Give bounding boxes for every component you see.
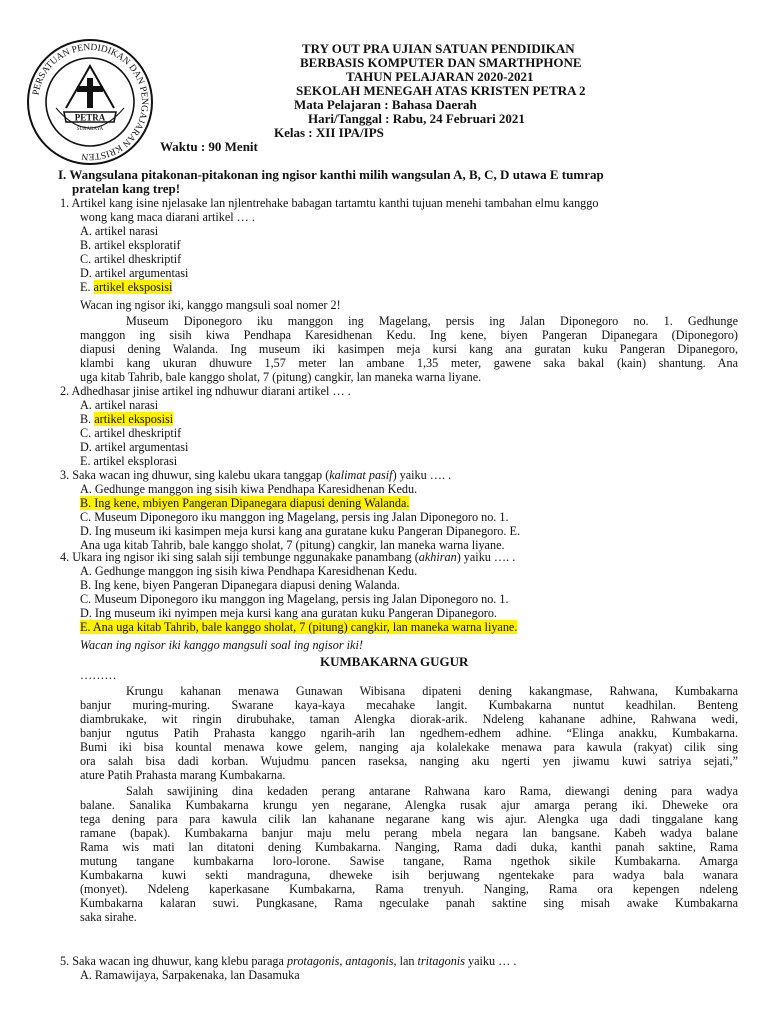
q5-stem xyxy=(60,954,516,968)
p2-line-1: Salah sawijining dina kedaden perang antarane Rahwana karo Rama, diewangi dening para wadya xyxy=(126,784,738,798)
q4-option-c[interactable]: C. Museum Diponegoro iku manggon ing Magelang, persis ing Jalan Diponegoro no. 1. xyxy=(80,592,509,606)
q3-option-b[interactable] xyxy=(80,496,409,510)
passage1-line-5: uga kitab Tahrib, bale kanggo sholat, 7 (pitung) cangkir, lan maneka warna liyane. xyxy=(80,370,482,384)
q4-stem-pre: 4. Ukara ing ngisor iki sing salah siji tembunge nggunakake panambang ( xyxy=(60,550,419,564)
q1-option-e-prefix: E. xyxy=(80,280,91,294)
instruction-line-1: I. Wangsulana pitakonan-pitakonan ing ngisor kanthi milih wangsulan A, B, C, D utawa E tumrap xyxy=(58,167,604,182)
header-subject: Mata Pelajaran : Bahasa Daerah xyxy=(294,97,477,112)
q3-stem-italic: kalimat pasif xyxy=(329,468,393,482)
q2-answer-highlight: artikel eksposisi xyxy=(94,412,174,426)
q5-stem-mid: lan xyxy=(396,954,418,968)
passage1-line-4: klambi kang ukuran dhuwure 1,57 meter lan ambane 1,35 meter, gawene saka bakal (kain) shantung. Ana xyxy=(80,356,738,370)
question-5 xyxy=(60,954,740,994)
q1-answer-highlight: artikel eksposisi xyxy=(93,280,173,294)
q3-option-c[interactable]: C. Museum Diponegoro iku manggon ing Magelang, persis ing Jalan Diponegoro no. 1. xyxy=(80,510,509,524)
p1-line-3: diambrukake, wit ringin dirubuhake, taman Alengka diorak-arik. Ndeleng kahanane adhine, Rahwana wedi, xyxy=(80,712,738,726)
q2-option-e[interactable]: E. artikel eksplorasi xyxy=(80,454,178,468)
q5-stem-pre: 5. Saka wacan ing dhuwur, kang klebu paraga xyxy=(60,954,287,968)
q4-option-b[interactable]: B. Ing kene, biyen Pangeran Dipanegara diapusi dening Walanda. xyxy=(80,578,400,592)
p1-line-1: Krungu kahanan menawa Gunawan Wibisana dipateni dening kakangmase, Rahwana, Kumbakarna xyxy=(126,684,738,698)
q1-stem-2: wong kang maca diarani artikel … . xyxy=(80,210,255,224)
q3-stem xyxy=(60,468,451,482)
p1-line-4: banjur ngutus Patih Prahasta kanggo ngarih-arih lan ngedhem-edhem adhine. “Elinga anakku, Kumbakarna. xyxy=(80,726,738,740)
passage1-line-1: Museum Diponegoro iku manggon ing Magelang, persis ing Jalan Diponegoro no. 1. Gedhunge xyxy=(126,314,738,328)
q3-stem-post: ) yaiku …. . xyxy=(392,468,452,482)
p2-line-6: mutung tangane kumbakarna loro-lorone. Sawise tangane, Rama ngethok sikile Kumbakarna. Amarga xyxy=(80,854,738,868)
p1-line-7: ature Patih Prahasta marang Kumbakarna. xyxy=(80,768,286,782)
passage2-dots: ……… xyxy=(80,668,117,682)
q4-option-e[interactable] xyxy=(80,620,517,634)
question-3 xyxy=(60,468,740,552)
q3-answer-highlight: B. Ing kene, mbiyen Pangeran Dipanegara diapusi dening Walanda. xyxy=(80,496,410,510)
q2-option-a[interactable]: A. artikel narasi xyxy=(80,398,159,412)
svg-text:PETRA: PETRA xyxy=(74,112,106,123)
passage1-intro: Wacan ing ngisor iki, kanggo mangsuli soal nomer 2! xyxy=(80,298,341,312)
header-title-1: TRY OUT PRA UJIAN SATUAN PENDIDIKAN xyxy=(302,41,575,56)
question-1 xyxy=(60,196,740,306)
q2-option-d[interactable]: D. artikel argumentasi xyxy=(80,440,189,454)
header-school: SEKOLAH MENEGAH ATAS KRISTEN PETRA 2 xyxy=(296,83,586,98)
school-logo xyxy=(26,38,154,166)
p1-line-5: Bumi iki bisa kountal menawa kowe gelem, nanging aja kolalekake menawa para kawula (rakyat) cilik sing xyxy=(80,740,738,754)
p1-line-6: ora salah bisa dadi korban. Wujudmu pancen raseksa, nanging aku ngerti yen jiwamu kuwi satriya sejati,” xyxy=(80,754,738,768)
instruction-line-2: pratelan kang trep! xyxy=(72,181,181,196)
header-title-3: TAHUN PELAJARAN 2020-2021 xyxy=(346,69,534,84)
q4-answer-highlight: E. Ana uga kitab Tahrib, bale kanggo sholat, 7 (pitung) cangkir, lan maneka warna liyane. xyxy=(80,620,518,634)
q2-option-b-prefix: B. xyxy=(80,412,92,426)
p2-line-2: balane. Sanalika Kumbakarna krungu yen negarane, Alengka rusak ajur amarga perang iki. Dheweke ora xyxy=(80,798,738,812)
question-4 xyxy=(60,550,740,634)
q4-stem-post: ) yaiku …. . xyxy=(456,550,516,564)
svg-text:SURABAYA: SURABAYA xyxy=(76,127,104,132)
passage2-intro: Wacan ing ngisor iki kanggo mangsuli soal ing ngisor iki! xyxy=(80,638,363,652)
header-title-2: BERBASIS KOMPUTER DAN SMARTHPHONE xyxy=(300,55,582,70)
q5-stem-italic-1: protagonis, antagonis, xyxy=(286,954,397,968)
q1-option-d[interactable]: D. artikel argumentasi xyxy=(80,266,189,280)
q3-option-d[interactable]: D. Ing museum iki kasimpen meja kursi kang ana guratane kuku Pangeran Dipanegoro. E. xyxy=(80,524,520,538)
q3-option-a[interactable]: A. Gedhunge manggon ing sisih kiwa Pendhapa Karesidhenan Kedu. xyxy=(80,482,418,496)
p2-line-10: saka sirahe. xyxy=(80,910,137,924)
p2-line-8: (monyet). Ndeleng kaperkasane Kumbakarna, Rama trenyuh. Nanging, Rama ora kepengen ndeleng xyxy=(80,882,738,896)
q5-stem-post: yaiku … . xyxy=(464,954,517,968)
svg-text:PERSATUAN PENDIDIKAN DAN PENGA: PERSATUAN PENDIDIKAN DAN PENGAJARAN KRISTEN xyxy=(31,42,150,162)
q2-stem: 2. Adhedhasar jinise artikel ing ndhuwur diarani artikel … . xyxy=(60,384,351,398)
q5-stem-italic-2: tritagonis xyxy=(417,954,465,968)
q4-stem-italic: akhiran xyxy=(418,550,457,564)
q1-option-a[interactable]: A. artikel narasi xyxy=(80,224,159,238)
passage2-title: KUMBAKARNA GUGUR xyxy=(320,654,469,669)
header-class: Kelas : XII IPA/IPS xyxy=(274,125,384,140)
p2-line-7: Kumbakarna kuwi sekti mandraguna, dheweke isih berjuwang ngentekake para wadya bala wanara xyxy=(80,868,738,882)
passage-1 xyxy=(80,314,738,384)
q1-stem-1: 1. Artikel kang isine njelasake lan njlentrehake babagan tartamtu kanthi tujuan menehi tambahan elmu kanggo xyxy=(60,196,599,210)
p2-line-3: tega dening para para kawula cilik lan kahanane negarane kang wis ajur. Alengka uga dadi tinggalane kang xyxy=(80,812,738,826)
header-date: Hari/Tanggal : Rabu, 24 Februari 2021 xyxy=(308,111,525,126)
q5-option-a[interactable]: A. Ramawijaya, Sarpakenaka, lan Dasamuka xyxy=(80,968,300,982)
question-2 xyxy=(60,384,740,468)
passage-2 xyxy=(80,684,738,922)
q4-option-d[interactable]: D. Ing museum iki nyimpen meja kursi kang ana guratan kuku Pangeran Dipanegoro. xyxy=(80,606,497,620)
q1-option-e[interactable] xyxy=(80,280,172,294)
p1-line-2: banjur muring-muring. Swarane kaya-kaya mecahake langit. Kumbakarna nuntut keadhilan. Benteng xyxy=(80,698,738,712)
q2-option-b[interactable] xyxy=(80,412,173,426)
header-time: Waktu : 90 Menit xyxy=(160,139,258,154)
passage1-line-2: manggon ing sisih kiwa Pendhapa Karesidhenan Kedu. Ing kene, biyen Pangeran Dipanegara (Diponegoro) xyxy=(80,328,738,342)
p2-line-4: ramane (bapak). Kumbakarna banjur maju melu perang mbela negara lan bangsane. Kabeh wadya balane xyxy=(80,826,738,840)
passage1-line-3: diapusi dening Walanda. Ing museum iki kasimpen meja kursi kang ana guratan kuku Pangeran Dipanegoro, xyxy=(80,342,738,356)
q3-option-e[interactable]: Ana uga kitab Tahrib, bale kanggo sholat, 7 (pitung) cangkir, lan maneka warna liyane. xyxy=(80,538,505,552)
q3-stem-pre: 3. Saka wacan ing dhuwur, sing kalebu ukara tanggap ( xyxy=(60,468,330,482)
q1-option-b[interactable]: B. artikel eksploratif xyxy=(80,238,181,252)
q4-stem xyxy=(60,550,515,564)
q2-option-c[interactable]: C. artikel dheskriptif xyxy=(80,426,182,440)
p2-line-9: Kumbakarna kalaran suwi. Pungkasane, Rama ngeculake panah saktine sing misah awake Kumbakarna xyxy=(80,896,738,910)
q1-option-c[interactable]: C. artikel dheskriptif xyxy=(80,252,182,266)
p2-line-5: Rama wis mati lan ditatoni dening Kumbakarna. Nanging, Rama dadi duka, kanthi panah saktine, Rama xyxy=(80,840,738,854)
q4-option-a[interactable]: A. Gedhunge manggon ing sisih kiwa Pendhapa Karesidhenan Kedu. xyxy=(80,564,418,578)
